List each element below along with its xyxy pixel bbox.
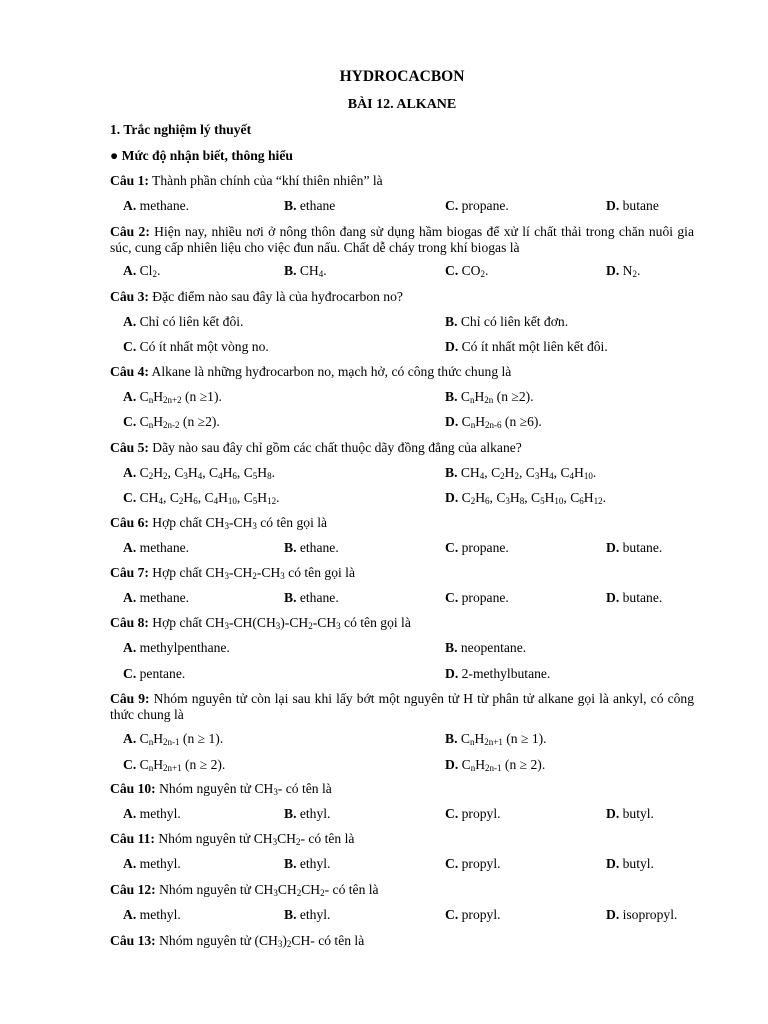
option-text: ethane <box>296 198 336 213</box>
option-letter: A. <box>123 540 137 555</box>
answer-option-c <box>445 856 501 872</box>
answer-option-c <box>123 666 185 682</box>
option-text: $C_nH_{2n}$ (n ≥2). <box>457 389 534 405</box>
option-text: methyl. <box>136 907 181 922</box>
answer-option-c <box>123 490 280 506</box>
document-title: HYDROCACBON <box>339 68 465 85</box>
question-label: Câu 4: <box>110 364 149 379</box>
option-letter: A. <box>123 640 137 655</box>
option-letter: B. <box>284 806 297 821</box>
answer-option-d <box>445 414 542 430</box>
answer-option-c <box>123 339 269 355</box>
answer-option-d <box>606 806 654 822</box>
option-text: butane. <box>619 590 663 605</box>
option-text: $CH_4$, $C_2H_2$, $C_3H_4$, $C_4H_{10}$. <box>457 465 597 481</box>
question-label: Câu 12: <box>110 882 156 897</box>
option-letter: C. <box>123 666 137 681</box>
answer-option-b <box>284 907 330 923</box>
option-text: $CH_4$. <box>296 263 327 279</box>
question-text: Nhóm nguyên tử $CH_3CH_2-$ có tên là <box>154 831 355 847</box>
question-text: Hợp chất $CH_3-CH_2-CH_3$ có tên gọi là <box>148 565 355 581</box>
answer-option-c <box>445 198 509 214</box>
answer-option-b <box>445 389 534 405</box>
option-letter: C. <box>123 757 137 772</box>
answer-option-c <box>123 414 220 430</box>
option-letter: B. <box>445 465 458 480</box>
option-letter: D. <box>606 907 620 922</box>
question-text: Dãy nào sau đây chỉ gồm các chất thuộc dãy đồng đẳng của alkane? <box>148 440 522 455</box>
option-text: butane <box>619 198 659 213</box>
option-letter: A. <box>123 590 137 605</box>
question-text: Hợp chất $CH_3-CH_3$ có tên gọi là <box>148 515 328 531</box>
option-text: methane. <box>136 590 190 605</box>
option-letter: C. <box>123 414 137 429</box>
option-letter: D. <box>606 856 620 871</box>
question-5 <box>110 440 694 456</box>
question-label: Câu 11: <box>110 831 155 846</box>
option-text: $C_nH_{2n+2}$ (n ≥1). <box>136 389 222 405</box>
answer-option-d <box>606 907 677 923</box>
option-letter: B. <box>284 590 297 605</box>
question-text: Nhóm nguyên tử $CH_3-$ có tên là <box>155 781 332 797</box>
question-4 <box>110 364 694 380</box>
option-letter: D. <box>445 666 459 681</box>
option-text: propyl. <box>458 856 501 871</box>
option-text: $C_nH_{2n-2}$ (n ≥2). <box>136 414 220 430</box>
answer-option-b <box>284 198 335 214</box>
option-letter: D. <box>445 414 459 429</box>
question-1 <box>110 173 694 189</box>
option-text: ethane. <box>296 540 339 555</box>
option-letter: B. <box>445 640 458 655</box>
option-letter: A. <box>123 314 137 329</box>
option-text: ethyl. <box>296 856 331 871</box>
answer-option-d <box>445 757 545 773</box>
answer-option-a <box>123 856 181 872</box>
answer-option-b <box>445 731 547 747</box>
answer-option-c <box>123 757 225 773</box>
answer-option-d <box>445 339 608 355</box>
option-letter: A. <box>123 198 137 213</box>
option-text: $CO_2$. <box>458 263 489 279</box>
option-text: propyl. <box>458 806 501 821</box>
option-letter: C. <box>445 540 459 555</box>
question-label: Câu 1: <box>110 173 149 188</box>
question-9 <box>110 691 694 723</box>
option-text: methane. <box>136 198 190 213</box>
answer-option-a <box>123 806 181 822</box>
answer-option-b <box>445 314 568 330</box>
question-text: Alkane là những hyđrocarbon no, mạch hở, có công thức chung là <box>148 364 512 379</box>
question-3 <box>110 289 694 305</box>
option-letter: C. <box>123 490 137 505</box>
answer-option-d <box>606 198 659 214</box>
question-label: Câu 2: <box>110 224 150 239</box>
option-letter: C. <box>123 339 137 354</box>
answer-option-d <box>606 540 662 556</box>
option-text: butyl. <box>619 856 654 871</box>
question-6 <box>110 515 694 531</box>
option-text: isopropyl. <box>619 907 678 922</box>
answer-option-b <box>284 590 339 606</box>
option-text: $C_nH_{2n+1}$ (n ≥ 1). <box>457 731 547 747</box>
answer-option-a <box>123 731 223 747</box>
option-letter: D. <box>606 590 620 605</box>
option-text: pentane. <box>136 666 186 681</box>
option-text: $Cl_2$. <box>136 263 161 279</box>
answer-option-c <box>445 263 488 279</box>
option-letter: D. <box>445 490 459 505</box>
answer-option-c <box>445 806 501 822</box>
answer-option-b <box>445 640 526 656</box>
option-text: propane. <box>458 590 509 605</box>
question-11 <box>110 831 694 847</box>
answer-option-d <box>606 590 662 606</box>
option-letter: D. <box>445 339 459 354</box>
option-letter: A. <box>123 806 137 821</box>
answer-option-a <box>123 540 189 556</box>
option-letter: B. <box>284 540 297 555</box>
question-label: Câu 8: <box>110 615 149 630</box>
question-2 <box>110 224 694 256</box>
option-text: $C_nH_{2n-6}$ (n ≥6). <box>458 414 542 430</box>
level-heading: ● Mức độ nhận biết, thông hiểu <box>110 148 293 163</box>
option-text: $C_2H_2$, $C_3H_4$, $C_4H_6$, $C_5H_8$. <box>136 465 276 481</box>
option-letter: A. <box>123 907 137 922</box>
option-letter: A. <box>123 465 137 480</box>
question-text: Thành phần chính của “khí thiên nhiên” là <box>148 173 383 188</box>
option-text: $C_nH_{2n+1}$ (n ≥ 2). <box>136 757 226 773</box>
answer-option-b <box>284 806 330 822</box>
option-letter: B. <box>445 389 458 404</box>
option-letter: D. <box>606 263 620 278</box>
option-letter: B. <box>284 263 297 278</box>
answer-option-d <box>606 856 654 872</box>
answer-option-a <box>123 314 243 330</box>
question-text: Đặc điểm nào sau đây là của hyđrocarbon no? <box>148 289 403 304</box>
answer-option-a <box>123 465 275 481</box>
option-letter: C. <box>445 198 459 213</box>
option-text: $C_nH_{2n-1}$ (n ≥ 1). <box>136 731 224 747</box>
option-text: butyl. <box>619 806 654 821</box>
option-text: neopentane. <box>457 640 527 655</box>
answer-option-a <box>123 907 181 923</box>
option-letter: B. <box>284 856 297 871</box>
section-heading: 1. Trắc nghiệm lý thuyết <box>110 122 252 137</box>
question-13 <box>110 933 694 949</box>
answer-option-a <box>123 263 160 279</box>
option-letter: C. <box>445 263 459 278</box>
answer-option-c <box>445 590 509 606</box>
answer-option-b <box>284 856 330 872</box>
answer-option-d <box>445 666 550 682</box>
option-text: $N_2$. <box>619 263 641 279</box>
answer-option-d <box>445 490 606 506</box>
option-letter: A. <box>123 389 137 404</box>
option-text: methyl. <box>136 856 181 871</box>
option-text: propane. <box>458 198 509 213</box>
answer-option-b <box>284 540 339 556</box>
question-text: Hợp chất $CH_3-CH(CH_3)-CH_2-CH_3$ có tên gọi là <box>148 615 411 631</box>
option-text: $C_nH_{2n-1}$ (n ≥ 2). <box>458 757 546 773</box>
question-text: Nhóm nguyên tử còn lại sau khi lấy bớt một nguyên tử H từ phân tử alkane gọi là ankyl, có công thức chung là <box>110 691 694 722</box>
answer-option-a <box>123 198 189 214</box>
option-text: methylpenthane. <box>136 640 230 655</box>
question-8 <box>110 615 694 631</box>
question-text: Nhóm nguyên tử $(CH_3)_2CH-$ có tên là <box>155 933 365 949</box>
option-text: Chỉ có liên kết đơn. <box>457 314 569 329</box>
option-letter: A. <box>123 731 137 746</box>
answer-option-a <box>123 389 222 405</box>
lesson-title: BÀI 12. ALKANE <box>347 97 457 112</box>
question-7 <box>110 565 694 581</box>
question-12 <box>110 882 694 898</box>
option-text: Chỉ có liên kết đôi. <box>136 314 244 329</box>
question-label: Câu 7: <box>110 565 149 580</box>
option-letter: A. <box>123 856 137 871</box>
option-letter: B. <box>445 731 458 746</box>
answer-option-c <box>445 907 501 923</box>
answer-option-c <box>445 540 509 556</box>
option-text: ethane. <box>296 590 339 605</box>
option-letter: D. <box>606 540 620 555</box>
option-text: methyl. <box>136 806 181 821</box>
answer-option-a <box>123 590 189 606</box>
option-letter: B. <box>284 907 297 922</box>
option-text: $C_2H_6$, $C_3H_8$, $C_5H_{10}$, $C_6H_{12}$. <box>458 490 607 506</box>
option-letter: C. <box>445 856 459 871</box>
question-label: Câu 3: <box>110 289 149 304</box>
option-letter: D. <box>606 806 620 821</box>
option-text: propyl. <box>458 907 501 922</box>
option-text: ethyl. <box>296 806 331 821</box>
option-letter: D. <box>606 198 620 213</box>
question-label: Câu 9: <box>110 691 150 706</box>
option-text: butane. <box>619 540 663 555</box>
question-label: Câu 5: <box>110 440 149 455</box>
question-text: Hiện nay, nhiều nơi ở nông thôn đang sử dụng hầm biogas để xử lí chất thải trong chăn nuôi gia súc, cung cấp nhiên liệu cho việc đun nấu. Chất dễ cháy trong khí biogas là <box>110 224 694 255</box>
option-letter: C. <box>445 590 459 605</box>
option-text: methane. <box>136 540 190 555</box>
option-letter: B. <box>284 198 297 213</box>
option-letter: D. <box>445 757 459 772</box>
option-text: propane. <box>458 540 509 555</box>
question-10 <box>110 781 694 797</box>
answer-option-b <box>284 263 327 279</box>
option-text: $CH_4$, $C_2H_6$, $C_4H_{10}$, $C_5H_{12}$. <box>136 490 280 506</box>
option-letter: A. <box>123 263 137 278</box>
option-text: Có ít nhất một liên kết đôi. <box>458 339 608 354</box>
question-label: Câu 10: <box>110 781 156 796</box>
answer-option-a <box>123 640 230 656</box>
question-label: Câu 13: <box>110 933 156 948</box>
option-letter: B. <box>445 314 458 329</box>
option-text: Có ít nhất một vòng no. <box>136 339 269 354</box>
option-text: ethyl. <box>296 907 331 922</box>
option-text: 2-methylbutane. <box>458 666 551 681</box>
option-letter: C. <box>445 907 459 922</box>
option-letter: C. <box>445 806 459 821</box>
answer-option-d <box>606 263 640 279</box>
answer-option-b <box>445 465 596 481</box>
question-text: Nhóm nguyên tử $CH_3CH_2CH_2-$ có tên là <box>155 882 379 898</box>
question-label: Câu 6: <box>110 515 149 530</box>
